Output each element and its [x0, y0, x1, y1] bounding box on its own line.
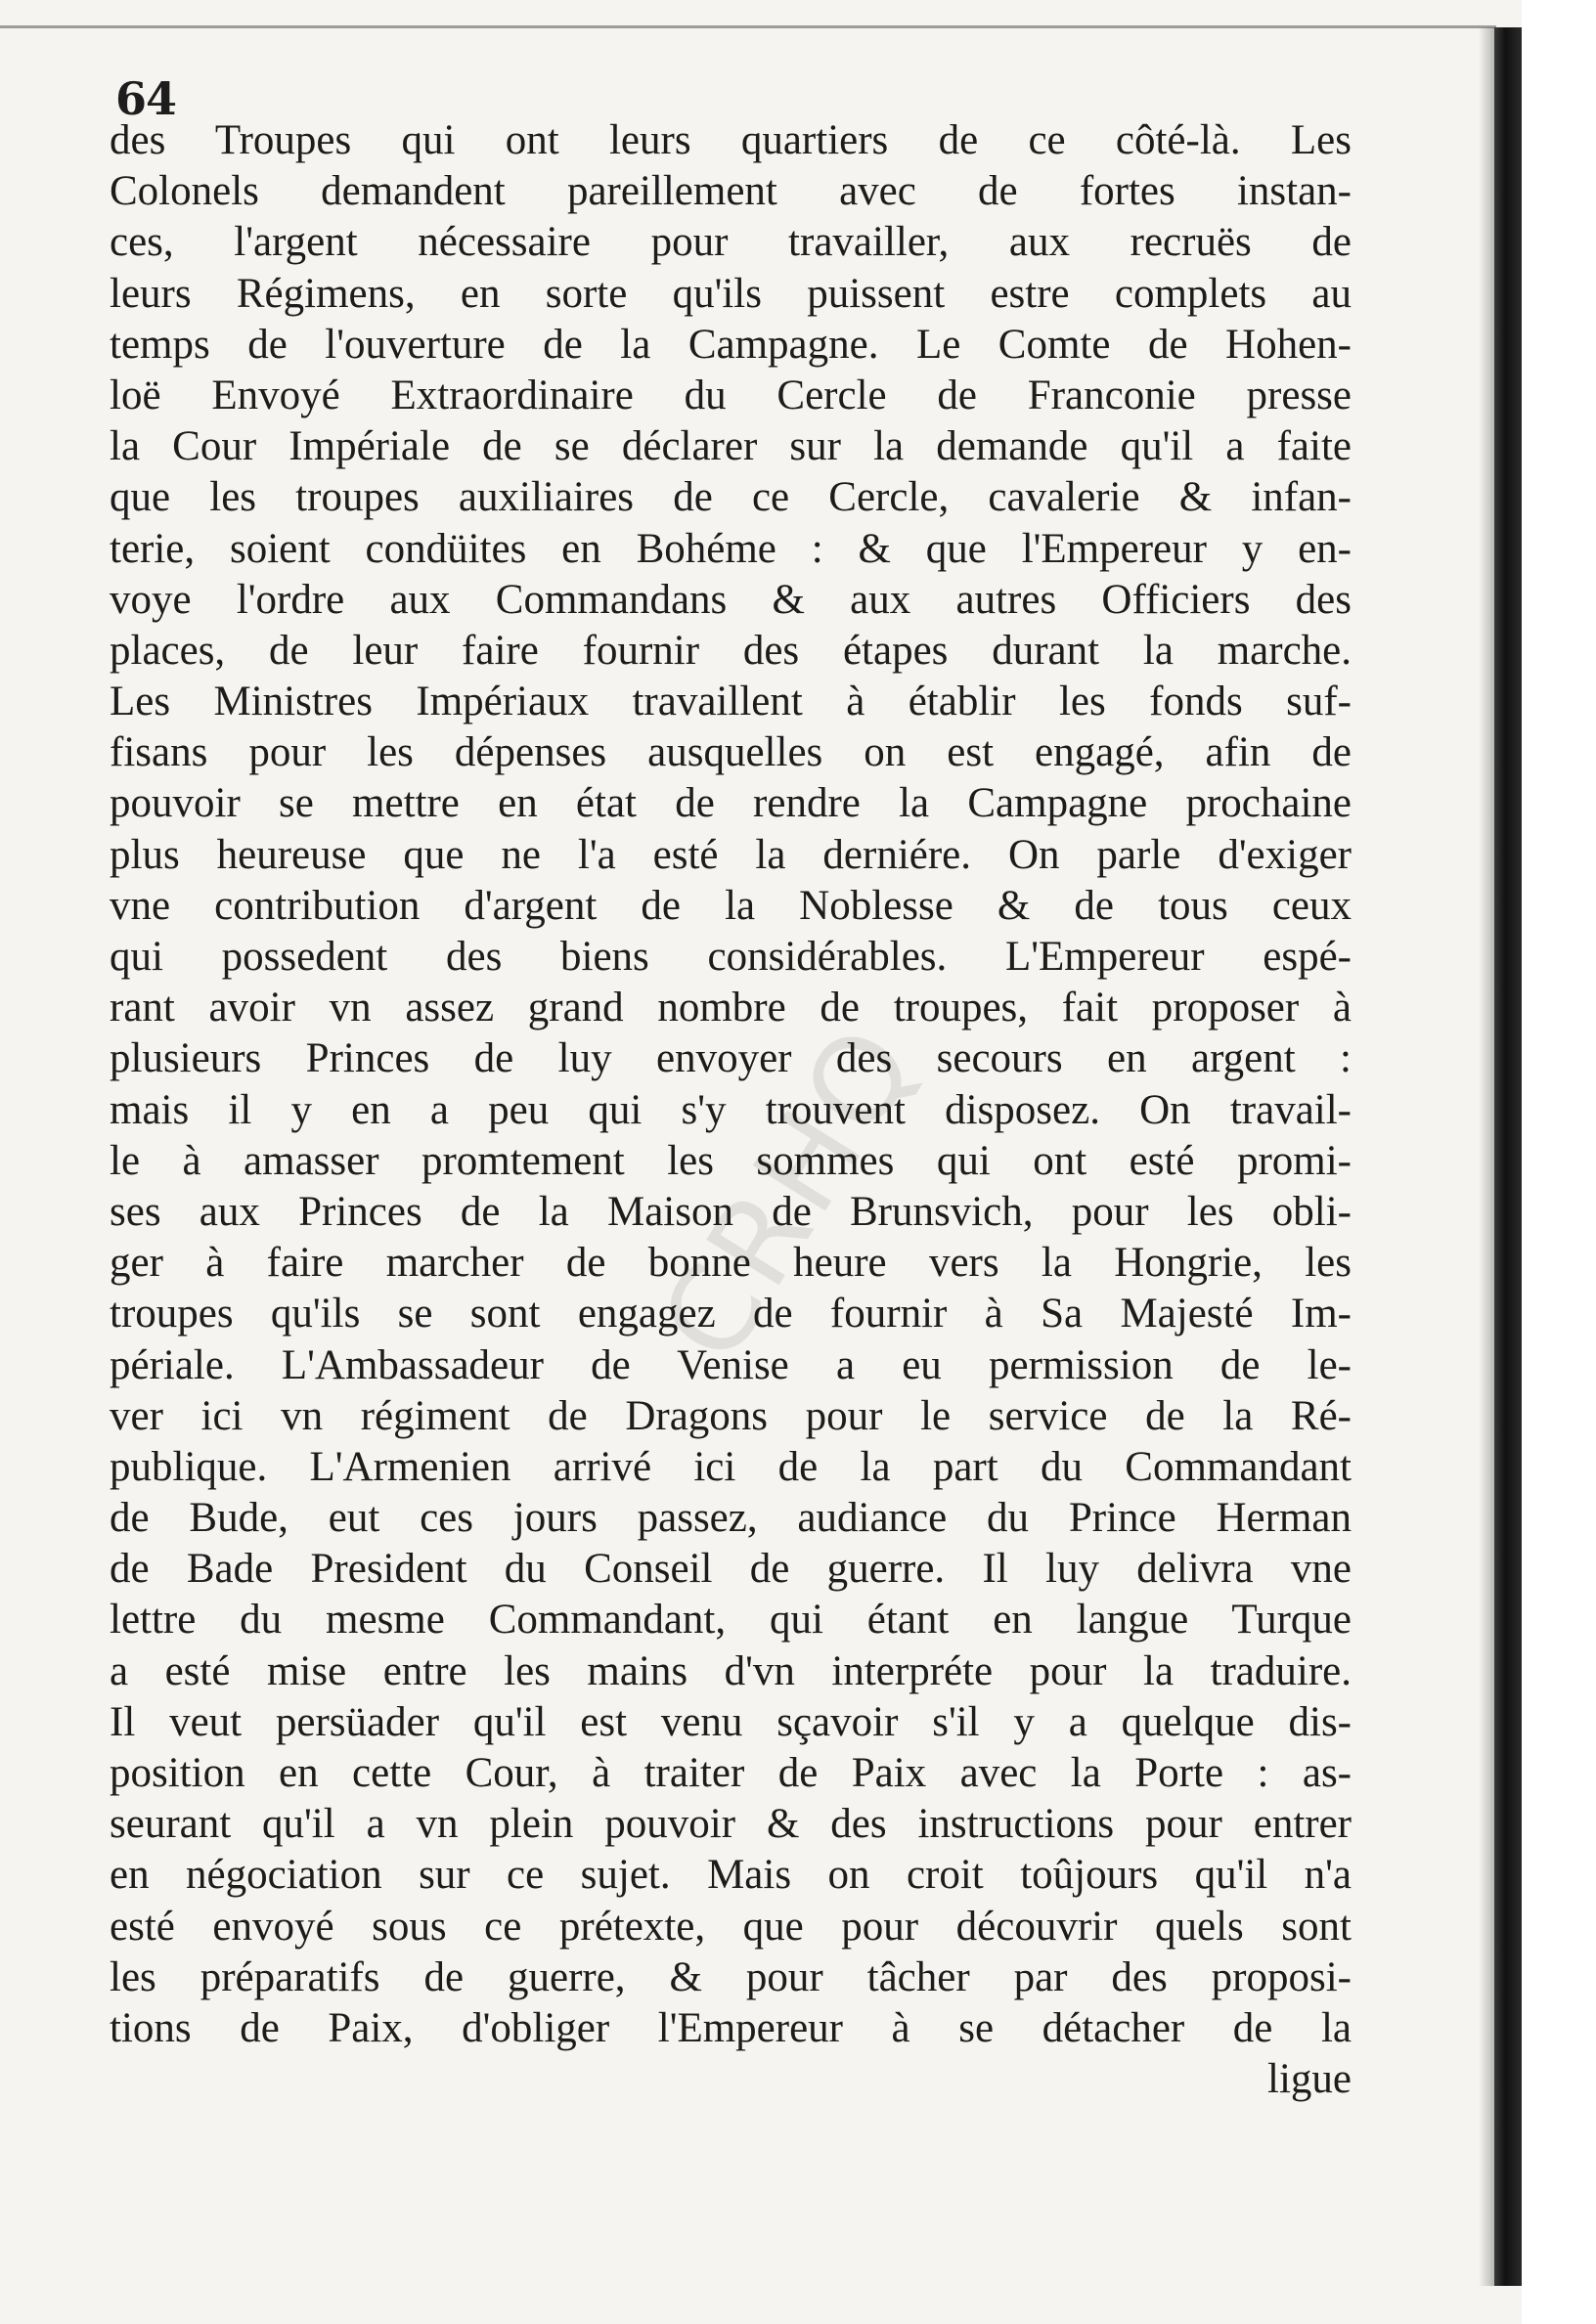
text-line: mais il y en a peu qui s'y trouvent disposez. On travail-	[110, 1086, 1352, 1133]
text-line: ces, l'argent nécessaire pour travailler, aux recruës de	[110, 219, 1352, 266]
text-line: plus heureuse que ne l'a esté la derniére. On parle d'exiger	[110, 831, 1352, 878]
text-line: ger à faire marcher de bonne heure vers la Hongrie, les	[110, 1240, 1352, 1287]
text-line: la Cour Impériale de se déclarer sur la demande qu'il a faite	[110, 423, 1352, 470]
text-line: de Bade President du Conseil de guerre. Il luy delivra vne	[110, 1546, 1352, 1593]
text-line: Les Ministres Impériaux travaillent à établir les fonds suf-	[110, 679, 1352, 725]
body-text	[110, 115, 1352, 2105]
binding-edge	[1494, 27, 1522, 2286]
text-line: les préparatifs de guerre, & pour tâcher par des proposi-	[110, 1953, 1352, 2000]
text-line: temps de l'ouverture de la Campagne. Le Comte de Hohen-	[110, 321, 1352, 368]
page-top-edge	[0, 25, 1496, 28]
text-line: ses aux Princes de la Maison de Brunsvich, pour les obli-	[110, 1188, 1352, 1235]
text-line: plusieurs Princes de luy envoyer des secours en argent :	[110, 1035, 1352, 1082]
text-line: lettre du mesme Commandant, qui étant en langue Turque	[110, 1597, 1352, 1644]
page-number: 64	[115, 72, 177, 125]
watermark: CRHQ	[635, 1000, 946, 1384]
text-line: position en cette Cour, à traiter de Paix avec la Porte : as-	[110, 1750, 1352, 1796]
text-line: le à amasser promtement les sommes qui ont esté promi-	[110, 1137, 1352, 1184]
text-line: places, de leur faire fournir des étapes durant la marche.	[110, 627, 1352, 674]
binding-shadow	[1479, 27, 1494, 2286]
text-line: des Troupes qui ont leurs quartiers de ce côté-là. Les	[110, 117, 1352, 163]
text-line: ver ici vn régiment de Dragons pour le service de la Ré-	[110, 1392, 1352, 1439]
text-line: vne contribution d'argent de la Noblesse & de tous ceux	[110, 882, 1352, 929]
text-line: tions de Paix, d'obliger l'Empereur à se détacher de la	[110, 2004, 1352, 2051]
text-line: leurs Régimens, en sorte qu'ils puissent estre complets au	[110, 270, 1352, 317]
text-line: Il veut persüader qu'il est venu sçavoir s'il y a quelque dis-	[110, 1698, 1352, 1745]
text-line: en négociation sur ce sujet. Mais on croit toûjours qu'il n'a	[110, 1852, 1352, 1899]
text-line: fisans pour les dépenses ausquelles on est engagé, afin de	[110, 729, 1352, 776]
text-line: seurant qu'il a vn plein pouvoir & des instructions pour entrer	[110, 1801, 1352, 1848]
text-line: loë Envoyé Extraordinaire du Cercle de Franconie presse	[110, 372, 1352, 418]
text-line: pouvoir se mettre en état de rendre la Campagne prochaine	[110, 780, 1352, 827]
text-line: ligue	[1267, 2056, 1352, 2103]
text-line: rant avoir vn assez grand nombre de troupes, fait proposer à	[110, 985, 1352, 1031]
text-line: que les troupes auxiliaires de ce Cercle, cavalerie & infan-	[110, 474, 1352, 521]
text-line: voye l'ordre aux Commandans & aux autres Officiers des	[110, 576, 1352, 623]
text-line: Colonels demandent pareillement avec de fortes instan-	[110, 168, 1352, 215]
text-line: a esté mise entre les mains d'vn interpréte pour la traduire.	[110, 1647, 1352, 1694]
text-line: publique. L'Armenien arrivé ici de la part du Commandant	[110, 1443, 1352, 1490]
text-line: périale. L'Ambassadeur de Venise a eu permission de le-	[110, 1341, 1352, 1388]
text-line: de Bude, eut ces jours passez, audiance du Prince Herman	[110, 1495, 1352, 1542]
text-line: qui possedent des biens considérables. L'Empereur espé-	[110, 934, 1352, 980]
text-line: terie, soient condüites en Bohéme : & que l'Empereur y en-	[110, 525, 1352, 572]
text-line: troupes qu'ils se sont engagez de fournir à Sa Majesté Im-	[110, 1291, 1352, 1337]
scan-margin	[1522, 0, 1596, 2324]
text-line: esté envoyé sous ce prétexte, que pour découvrir quels sont	[110, 1903, 1352, 1950]
